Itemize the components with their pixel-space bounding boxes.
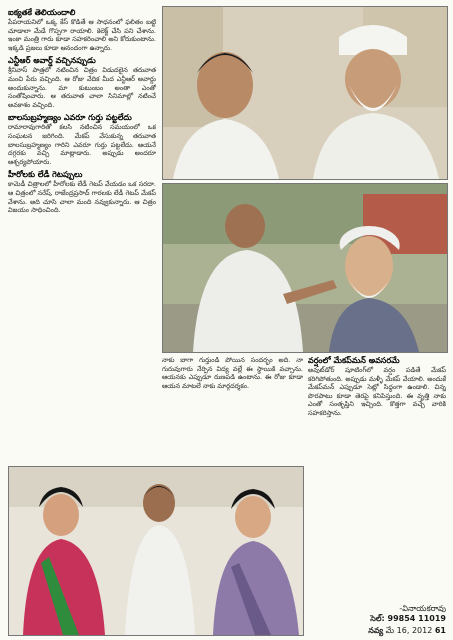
author-phone: సెల్: 99854 11019 xyxy=(370,614,446,623)
heading-award: ఎన్టీఆర్ అవార్డ్ వచ్చినప్పుడు xyxy=(8,56,96,66)
paragraph-3: రామారావుగారితో కలసి నటించిన సమయంలో ఒక సంఘటన జరిగింది. మేకప్ వేసుకున్న తరువాత బాలసుబ్రహ్మణ్యం గారిని ఎవరూ గుర్తు పట్టలేదు. ఆయనే దగ్గరకు వచ్చి మాట్లాడారు. అప్పుడు అందరూ ఆశ్చర్యపోయారు. xyxy=(8,123,156,166)
photo-makeup-artist-image xyxy=(163,184,447,352)
photo-makeup-artist xyxy=(162,183,448,353)
heading-lady-getup: హీరోలకు లేడీ గెటప్పులు xyxy=(8,170,83,180)
photo-two-men xyxy=(162,6,448,180)
byline xyxy=(308,604,446,626)
right-paragraph: అవుట్‌డోర్ షూటింగ్‌లో వర్షం పడితే మేకప్ కరిగిపోతుంది. అప్పుడు మళ్ళీ మేకప్ వేయాలి. అందుకే మేకప్‌మన్ ఎప్పుడూ సెట్లో సిద్ధంగా ఉండాలి. చిన్న పొరపాటు కూడా తెరపై కనిపిస్తుంది. ఈ వృత్తి నాకు ఎంతో సంతృప్తిని ఇచ్చింది. కొత్తగా వచ్చే వారికి సహకరిస్తాను. xyxy=(308,366,446,417)
right-text-column xyxy=(308,356,446,604)
heading-balu: బాలసుబ్రహ్మణ్యం ఎవరూ గుర్తు పట్టలేదు xyxy=(8,113,132,123)
author-signature: -వినాయకరావు xyxy=(399,604,446,613)
paragraph-4: కామెడీ చిత్రాలలో హీరోలకు లేడీ గెటప్ వేయడం ఒక సరదా. ఆ చిత్రంలో నరేష్, రాజేంద్రప్రసాద్ గారలకు లేడీ గెటప్ మేకప్ వేశాను. అది చూసి చాలా మంది నవ్వుకున్నారు. ఆ చిత్రం విజయం సాధించింది. xyxy=(8,180,156,215)
center-text-block xyxy=(162,356,303,464)
page-number: 61 xyxy=(434,626,446,635)
paragraph-1: పేపరాయనిలో ఒక్క కేస్ కొడితే ఆ సాధనంలో ఫలితం బట్టి చూడాలా మేడే గొప్పగా రాయాలి. కెలెక్ట్ చేసి పని చేశాను. ఇంకా మంత్రి గారు కూడా సహకరించాలి అని కోరుకుంటాను. ఇక్కడి ప్రజలు కూడా ఆనందంగా ఉన్నారు. xyxy=(8,18,156,52)
issue-date: మే 16, 2012 xyxy=(385,626,433,635)
paragraph-2: శ్రీనివాస్ పాత్రలో నటించిన చిత్రం విడుదలైన తరువాత మంచి పేరు వచ్చింది. ఆ రోజు వేదిక మీద ఎన్టీఆర్ అవార్డు అందుకున్నాను. మా కుటుంబం అంతా ఎంతో సంతోషించారు. ఆ తరువాత చాలా సినిమాల్లో నటించే అవకాశం వచ్చింది. xyxy=(8,66,156,109)
left-text-column xyxy=(8,8,156,456)
photo-group xyxy=(8,466,304,636)
center-paragraph: నాకు బాగా గుర్తుండి పోయిన సందర్భం అది. నా గురువుగారు నేర్పిన విద్య వల్లే ఈ స్థాయికి వచ్చాను. ఆయనకు ఎప్పుడూ రుణపడి ఉంటాను. ఈ రోజు కూడా ఆయన మాటలే నాకు మార్గదర్శకం. xyxy=(162,356,303,390)
magazine-name: నవ్య xyxy=(368,626,384,635)
heading-unity: ఐక్యతకే తెలియందాలి xyxy=(8,8,76,17)
heading-rain-makeup: వర్షంలో మేకప్‌మన్ అవసరమే xyxy=(308,356,400,365)
photo-two-men-image xyxy=(163,7,447,179)
photo-group-image xyxy=(9,467,303,635)
page-footer xyxy=(308,626,446,638)
